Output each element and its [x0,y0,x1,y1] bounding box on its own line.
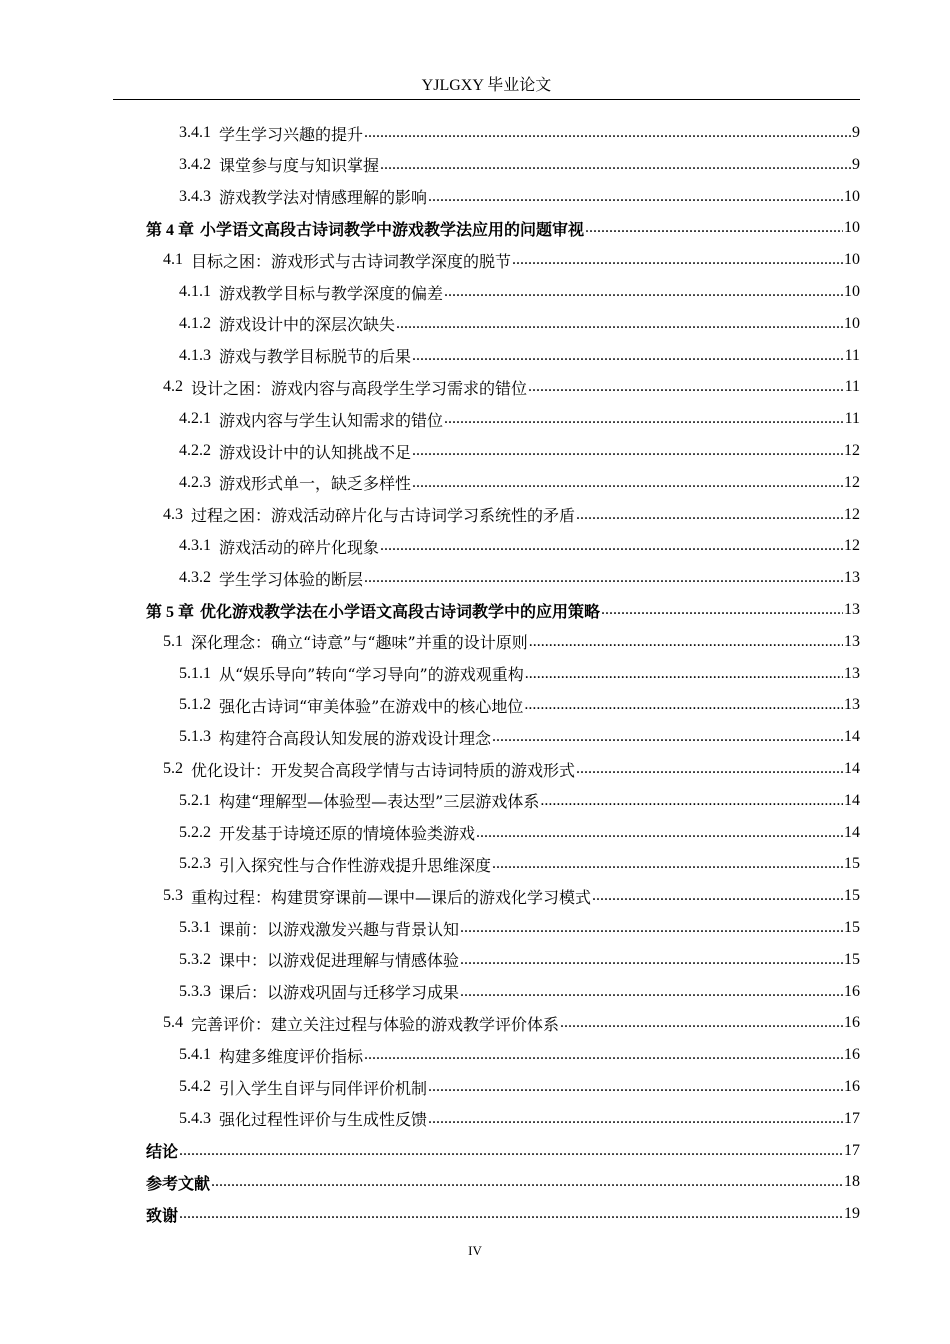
toc-entry[interactable] [179,403,860,435]
toc-entry-page: 18 [844,1173,860,1191]
toc-entry-number: 5.2.1 [179,791,211,809]
toc-entry-page: 11 [844,346,860,364]
toc-entry-number: 5.4 [163,1014,183,1032]
toc-dot-leader [576,499,843,531]
toc-entry-title: 游戏设计中的深层次缺失 [219,315,396,335]
toc-entry-page: 13 [844,664,860,682]
toc-entry-page: 14 [844,823,860,841]
toc-dot-leader [492,848,843,880]
toc-entry-page: 16 [844,1046,860,1064]
toc-entry[interactable] [163,753,860,785]
toc-entry-title: 课后：以游戏巩固与迁移学习成果 [219,983,460,1003]
toc-entry-number: 4.1.3 [179,346,211,364]
toc-entry-number: 3.4.1 [179,124,211,141]
toc-entry-page: 10 [844,283,860,300]
toc-entry-title: 引入学生自评与同伴评价机制 [219,1078,428,1098]
toc-entry-page: 15 [844,887,860,905]
toc-dot-leader [364,1039,843,1071]
toc-dot-leader [560,1007,843,1039]
toc-dot-leader [540,785,843,817]
toc-entry-title: 优化设计：开发契合高段学情与古诗词特质的游戏形式 [191,760,576,780]
toc-entry-title: 课中：以游戏促进理解与情感体验 [219,951,460,971]
toc-dot-leader [444,276,843,308]
toc-entry-title: 强化过程性评价与生成性反馈 [219,1110,428,1130]
toc-entry[interactable] [179,467,860,499]
toc-entry-number: 5.3.2 [179,950,211,968]
toc-entry-number: 4.2.1 [179,410,211,428]
toc-entry[interactable] [179,785,860,817]
toc-entry-number: 第 5 章 [146,603,195,621]
toc-entry-number: 4.1.2 [179,314,211,332]
toc-entry-number: 5.4.1 [179,1046,211,1064]
toc-entry-page: 10 [844,187,860,205]
toc-dot-leader [380,530,843,562]
toc-dot-leader [396,308,843,340]
toc-entry-number: 4.2 [163,378,183,396]
toc-entry-title: 从“娱乐导向”转向“学习导向”的游戏观重构 [219,665,524,685]
toc-entry-title: 致谢 [146,1205,179,1225]
toc-dot-leader [460,976,843,1008]
toc-entry-page: 13 [844,569,860,587]
toc-entry-page: 9 [852,124,860,141]
toc-entry-title: 深化理念：确立“诗意”与“趣味”并重的设计原则 [191,633,528,653]
toc-entry-page: 12 [844,442,860,459]
toc-entry-title: 课堂参与度与知识掌握 [219,156,380,176]
toc-entry-title: 结论 [146,1142,179,1162]
toc-dot-leader [524,689,843,721]
toc-entry-number: 5.2.3 [179,855,211,873]
toc-entry[interactable] [179,1071,860,1103]
toc-entry-page: 11 [844,410,860,428]
toc-entry-number: 5.1.1 [179,664,211,682]
toc-entry-title: 游戏教学法对情感理解的影响 [219,188,428,208]
toc-dot-leader [364,562,843,594]
toc-entry-title: 小学语文高段古诗词教学中游戏教学法应用的问题审视 [200,219,585,239]
toc-dot-leader [476,817,843,849]
toc-entry-number: 5.2.2 [179,823,211,841]
toc-dot-leader [380,149,851,181]
toc-entry[interactable] [179,817,860,849]
toc-entry[interactable] [179,181,860,213]
toc-entry-title: 开发基于诗境还原的情境体验类游戏 [219,824,476,844]
toc-entry[interactable] [179,1039,860,1071]
toc-entry-page: 11 [844,378,860,396]
toc-entry[interactable] [179,117,860,149]
toc-entry[interactable] [179,689,860,721]
toc-entry-number: 5.2 [163,760,183,777]
toc-entry[interactable] [146,1166,860,1198]
toc-entry-number: 3.4.3 [179,187,211,205]
toc-entry-page: 13 [844,601,860,618]
toc-entry-number: 5.3.3 [179,982,211,1000]
toc-entry-number: 4.2.2 [179,442,211,459]
toc-entry-title: 参考文献 [146,1173,211,1193]
toc-entry-page: 13 [844,632,860,650]
toc-entry-number: 3.4.2 [179,155,211,173]
toc-entry[interactable] [163,1007,860,1039]
toc-entry-title: 设计之困：游戏内容与高段学生学习需求的错位 [191,378,528,398]
toc-entry-title: 课前：以游戏激发兴趣与背景认知 [219,919,460,939]
toc-entry-title: 游戏内容与学生认知需求的错位 [219,410,444,430]
toc-entry[interactable] [163,499,860,531]
toc-dot-leader [492,721,843,753]
toc-dot-leader [444,403,844,435]
toc-entry-page: 9 [852,155,860,173]
toc-entry-title: 构建符合高段认知发展的游戏设计理念 [219,728,492,748]
toc-entry-page: 19 [844,1205,860,1223]
toc-entry-number: 5.1.2 [179,696,211,714]
page-number: IV [468,1243,482,1258]
toc-entry[interactable] [179,721,860,753]
toc-entry-page: 17 [844,1141,860,1159]
toc-entry[interactable] [163,371,860,403]
toc-entry-number: 5.4.2 [179,1078,211,1095]
toc-entry-title: 构建多维度评价指标 [219,1046,364,1066]
toc-dot-leader [585,212,843,244]
toc-entry-number: 4.1.1 [179,283,211,300]
running-header: YJLGXY 毕业论文 [421,77,552,94]
toc-entry-title: 强化古诗词“审美体验”在游戏中的核心地位 [219,696,524,716]
toc-entry[interactable] [179,340,860,372]
toc-entry-title: 游戏形式单一，缺乏多样性 [219,474,412,494]
toc-dot-leader [529,626,843,658]
toc-entry-page: 10 [844,219,860,237]
toc-entry-number: 4.3 [163,505,183,523]
toc-dot-leader [512,244,843,276]
toc-entry-title: 学生学习兴趣的提升 [219,124,364,144]
toc-entry[interactable] [146,1135,860,1167]
toc-entry-number: 5.3 [163,887,183,905]
toc-entry-title: 游戏设计中的认知挑战不足 [219,442,412,462]
toc-dot-leader [601,594,843,626]
toc-entry[interactable] [179,912,860,944]
toc-entry-page: 16 [844,1014,860,1032]
toc-dot-leader [179,1135,843,1167]
toc-dot-leader [592,880,843,912]
toc-entry-title: 游戏活动的碎片化现象 [219,537,380,557]
toc-dot-leader [525,658,843,690]
toc-entry[interactable] [179,562,860,594]
toc-entry-title: 目标之困：游戏形式与古诗词教学深度的脱节 [191,251,512,271]
toc-entry[interactable] [179,530,860,562]
toc-entry[interactable] [179,658,860,690]
toc-entry-page: 10 [844,251,860,269]
toc-entry-page: 16 [844,1078,860,1095]
toc-entry-number: 4.3.1 [179,537,211,555]
toc-entry-title: 构建“理解型—体验型—表达型”三层游戏体系 [219,792,540,812]
toc-entry[interactable] [179,149,860,181]
toc-entry[interactable] [179,976,860,1008]
toc-entry-title: 重构过程：构建贯穿课前—课中—课后的游戏化学习模式 [191,887,592,907]
toc-entry[interactable] [179,276,860,308]
toc-entry-page: 14 [844,760,860,777]
toc-entry[interactable] [179,435,860,467]
toc-dot-leader [428,1103,843,1135]
toc-entry-number: 4.2.3 [179,473,211,491]
toc-entry-page: 17 [844,1109,860,1127]
toc-entry-page: 15 [844,950,860,968]
toc-entry-page: 14 [844,728,860,746]
toc-entry-page: 12 [844,473,860,491]
toc-entry-number: 5.1 [163,632,183,650]
toc-dot-leader [576,753,843,785]
toc-entry[interactable] [146,1198,860,1230]
toc-entry[interactable] [179,848,860,880]
toc-entry[interactable] [179,944,860,976]
toc-entry-title: 完善评价：建立关注过程与体验的游戏教学评价体系 [191,1014,560,1034]
toc-dot-leader [412,467,843,499]
header-rule [113,99,860,100]
toc-dot-leader [528,371,844,403]
toc-entry-title: 游戏与教学目标脱节的后果 [219,347,412,367]
toc-entry-title: 过程之困：游戏活动碎片化与古诗词学习系统性的矛盾 [191,506,576,526]
toc-entry-page: 13 [844,696,860,714]
toc-entry-page: 10 [844,314,860,332]
toc-dot-leader [412,435,843,467]
toc-entry-number: 5.4.3 [179,1109,211,1127]
toc-entry-number: 第 4 章 [146,221,195,239]
toc-entry[interactable] [146,594,860,626]
toc-entry[interactable] [179,308,860,340]
toc-dot-leader [460,944,843,976]
toc-entry-number: 4.3.2 [179,569,211,587]
toc-entry-page: 15 [844,919,860,936]
toc-entry[interactable] [146,212,860,244]
toc-entry-page: 15 [844,855,860,873]
toc-entry-number: 4.1 [163,251,183,269]
toc-entry-page: 16 [844,982,860,1000]
toc-entry[interactable] [163,880,860,912]
toc-entry-title: 优化游戏教学法在小学语文高段古诗词教学中的应用策略 [200,601,601,621]
toc-entry-title: 学生学习体验的断层 [219,569,364,589]
toc-entry-number: 5.1.3 [179,728,211,746]
toc-dot-leader [412,340,844,372]
toc-dot-leader [179,1198,843,1230]
toc-dot-leader [460,912,843,944]
toc-entry-page: 12 [844,505,860,523]
toc-entry[interactable] [163,244,860,276]
toc-entry-page: 14 [844,791,860,809]
toc-dot-leader [211,1166,843,1198]
toc-dot-leader [428,181,843,213]
toc-entry-number: 5.3.1 [179,919,211,936]
toc-entry-page: 12 [844,537,860,555]
toc-entry[interactable] [179,1103,860,1135]
toc-entry-title: 引入探究性与合作性游戏提升思维深度 [219,855,492,875]
toc-dot-leader [428,1071,843,1103]
toc-dot-leader [364,117,851,149]
toc-entry[interactable] [163,626,860,658]
toc-entry-title: 游戏教学目标与教学深度的偏差 [219,283,444,303]
